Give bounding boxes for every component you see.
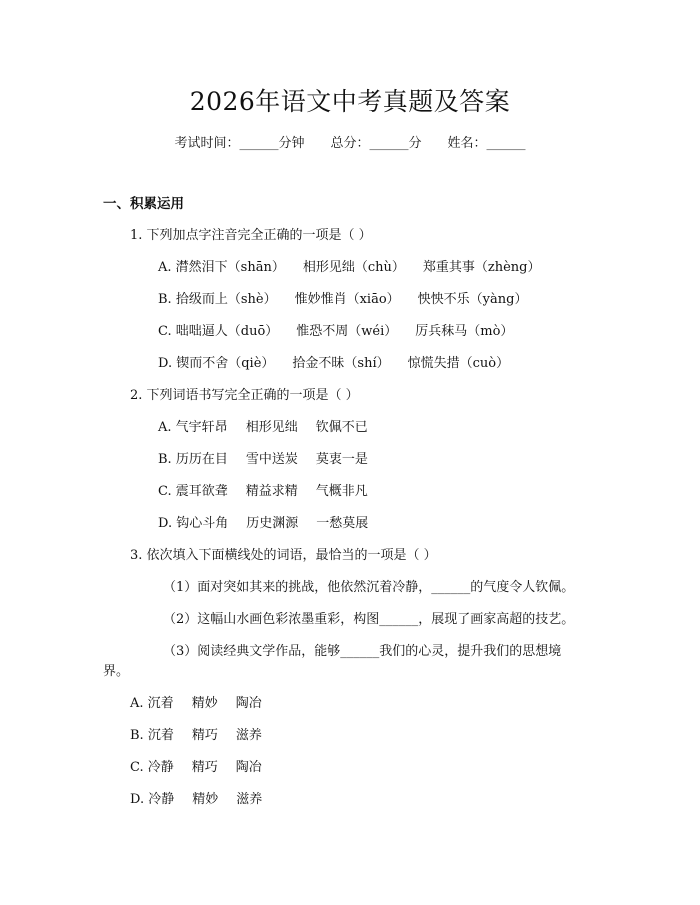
option-item: 郑重其事（zhèng）: [422, 260, 541, 275]
q3-sentence-1: （1）面对突如其来的挑战，他依然沉着冷静，______的气度令人钦佩。: [163, 580, 575, 595]
option-key: D.: [158, 356, 173, 371]
option-item: 厉兵秣马（mò）: [415, 324, 514, 339]
option-item: 冷静: [147, 760, 174, 775]
option-item: 滋养: [235, 728, 262, 743]
option-key: A.: [130, 696, 144, 711]
option-item: 精妙: [191, 696, 218, 711]
option-item: 拾级而上（shè）: [175, 292, 277, 307]
option-item: 沉着: [147, 696, 174, 711]
option-item: 沉着: [147, 728, 174, 743]
option-item: 钩心斗角: [176, 516, 229, 531]
option-item: 一愁莫展: [316, 516, 369, 531]
option-item: 精巧: [191, 760, 218, 775]
option-item: 潸然泪下（shān）: [175, 260, 285, 275]
option-item: 拾金不昧（shí）: [292, 356, 390, 371]
option-key: C.: [158, 484, 172, 499]
student-name: 姓名：______: [447, 136, 526, 151]
option-item: 莫衷一是: [315, 452, 368, 467]
option-key: B.: [158, 292, 172, 307]
q1-option-d: [158, 352, 509, 371]
option-item: 震耳欲聋: [175, 484, 228, 499]
q2-option-d: [158, 512, 368, 531]
option-item: 精妙: [192, 792, 219, 807]
option-key: A.: [158, 260, 172, 275]
option-item: 气概非凡: [315, 484, 368, 499]
q3-option-a: [130, 692, 262, 711]
option-item: 陶冶: [235, 696, 262, 711]
option-item: 怏怏不乐（yàng）: [417, 292, 528, 307]
option-item: 滋养: [236, 792, 263, 807]
option-item: 咄咄逼人（duō）: [175, 324, 279, 339]
option-key: B.: [158, 452, 172, 467]
q3-sentence-3-continued: 界。: [103, 664, 130, 679]
option-key: C.: [130, 760, 144, 775]
question-1-stem: 1. 下列加点字注音完全正确的一项是（ ）: [130, 228, 372, 243]
option-item: 精益求精: [245, 484, 298, 499]
page-title: 2026年语文中考真题及答案: [189, 87, 511, 116]
option-item: 历历在目: [175, 452, 228, 467]
option-item: 雪中送炭: [245, 452, 298, 467]
q3-sentence-3: （3）阅读经典文学作品，能够______我们的心灵，提升我们的思想境: [163, 644, 562, 659]
option-item: 钦佩不已: [315, 420, 368, 435]
q3-option-c: [130, 756, 262, 775]
option-item: 冷静: [148, 792, 175, 807]
q3-option-d: [130, 788, 262, 807]
option-item: 相形见绌: [245, 420, 298, 435]
q1-option-c: [158, 320, 513, 339]
q2-option-c: [158, 480, 368, 499]
option-key: A.: [158, 420, 172, 435]
option-item: 相形见绌（chù）: [302, 260, 405, 275]
option-key: D.: [130, 792, 145, 807]
option-item: 锲而不舍（qiè）: [176, 356, 275, 371]
question-2-stem: 2. 下列词语书写完全正确的一项是（ ）: [130, 388, 359, 403]
q1-option-a: [158, 256, 541, 275]
q1-option-b: [158, 288, 527, 307]
q2-option-b: [158, 448, 368, 467]
option-item: 惟妙惟肖（xiāo）: [294, 292, 400, 307]
exam-meta: [0, 132, 700, 151]
section-heading: 一、积累运用: [103, 196, 184, 212]
option-item: 惊慌失措（cuò）: [407, 356, 510, 371]
q3-option-b: [130, 724, 262, 743]
option-item: 气宇轩昂: [175, 420, 228, 435]
option-key: C.: [158, 324, 172, 339]
option-item: 精巧: [191, 728, 218, 743]
q2-option-a: [158, 416, 368, 435]
exam-time: 考试时间：______分钟: [174, 136, 305, 151]
option-item: 惟恐不周（wéi）: [296, 324, 398, 339]
question-3-stem: 3. 依次填入下面横线处的词语，最恰当的一项是（ ）: [130, 548, 437, 563]
option-key: B.: [130, 728, 144, 743]
option-key: D.: [158, 516, 173, 531]
option-item: 陶冶: [235, 760, 262, 775]
exam-score: 总分：______分: [330, 136, 422, 151]
q3-sentence-2: （2）这幅山水画色彩浓墨重彩，构图______，展现了画家高超的技艺。: [163, 612, 575, 627]
option-item: 历史渊源: [246, 516, 299, 531]
